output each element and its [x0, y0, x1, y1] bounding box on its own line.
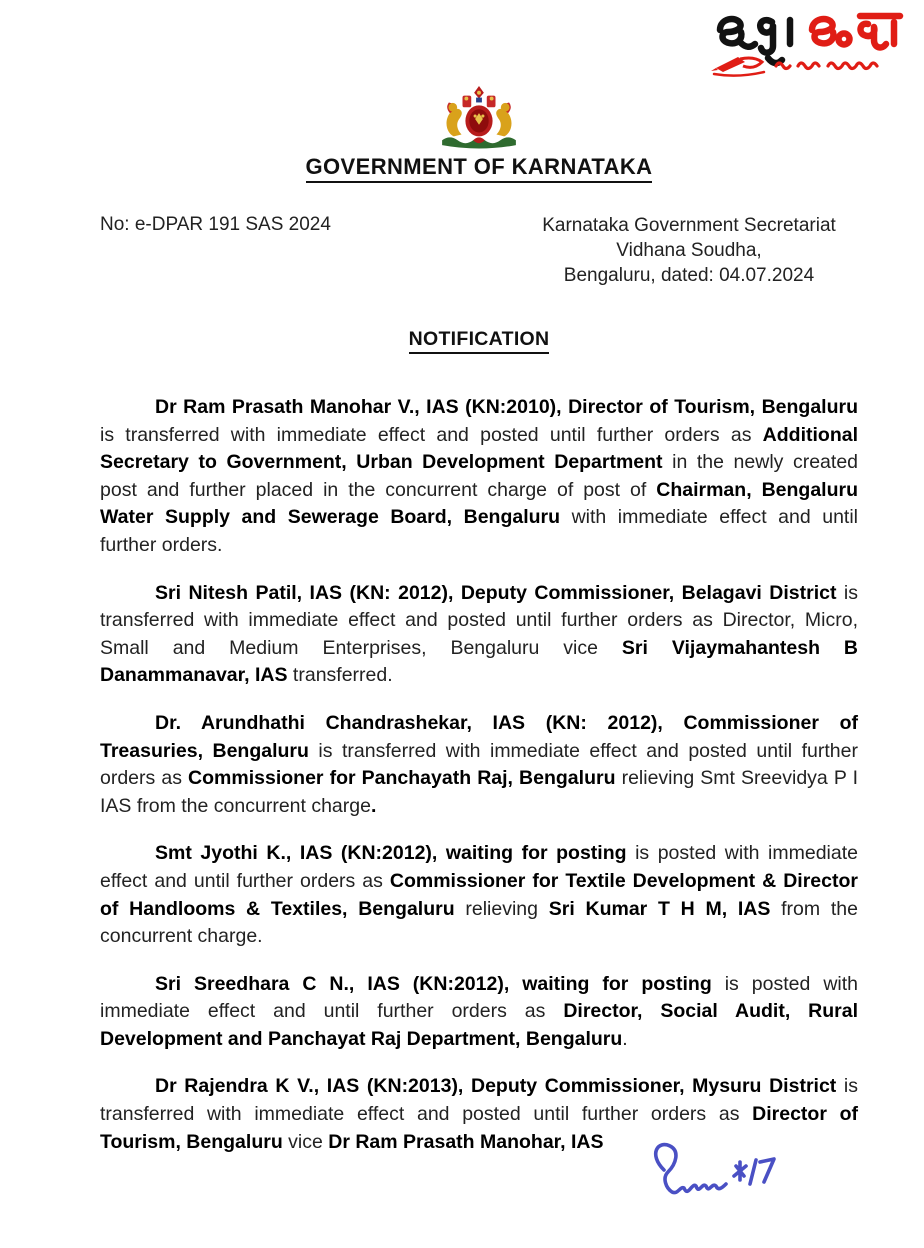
logo-word-red — [812, 16, 900, 47]
paragraph-transfer-2: Sri Nitesh Patil, IAS (KN: 2012), Deputy Commissioner, Belagavi District is transferred with immediate effect and posted until further orders as Director, Micro, Small and Medium Enterprises, Bengaluru vice Sri Vijaymahantesh B Danammanavar, IAS transferred. — [100, 581, 859, 687]
press-logo-suddi-sante — [710, 10, 908, 78]
notification-heading-wrap — [100, 328, 858, 354]
paragraph-transfer-4: Smt Jyothi K., IAS (KN:2012), waiting for posting is posted with immediate effect and until further orders as Commissioner for Textile Development & Director of Handlooms & Textiles, Bengaluru relieving Sri Kumar T H M, IAS from the concurrent charge. — [100, 842, 858, 948]
notification-heading: NOTIFICATION — [409, 328, 550, 354]
paragraph-transfer-3: Dr. Arundhathi Chandrashekar, IAS (KN: 2012), Commissioner of Treasuries, Bengaluru is transferred with immediate effect and posted until further orders as Commissioner for Panchayath Raj, Bengaluru relieving Smt Sreevidya P I IAS from the concurrent charge. — [100, 711, 859, 817]
secretariat-line: Vidhana Soudha, — [616, 240, 762, 261]
paragraph-transfer-5: Sri Sreedhara C N., IAS (KN:2012), waiting for posting is posted with immediate effect and until further orders as Director, Social Audit, Rural Development and Panchayat Raj Department, Bengaluru. — [100, 972, 859, 1050]
paragraph-transfer-6: Dr Rajendra K V., IAS (KN:2013), Deputy Commissioner, Mysuru District is transferred with immediate effect and posted until further orders as Director of Tourism, Bengaluru vice Dr Ram Prasath Manohar, IAS — [100, 1075, 859, 1153]
logo-tagline — [776, 63, 877, 69]
secretariat-line: Karnataka Government Secretariat — [542, 215, 836, 236]
notification-body — [100, 394, 858, 1156]
government-header — [100, 84, 858, 183]
paragraph-transfer-1: Dr Ram Prasath Manohar V., IAS (KN:2010), Director of Tourism, Bengaluru is transferred with immediate effect and posted until further orders as Additional Secretary to Government, Urban Development Department in the newly created post and further placed in the concurrent charge of post of Chairman, Bengaluru Water Supply and Sewerage Board, Bengaluru with immediate effect and until further orders. — [100, 396, 859, 556]
karnataka-emblem-icon — [432, 84, 526, 150]
reference-row — [100, 213, 858, 288]
page-title: GOVERNMENT OF KARNATAKA — [306, 154, 653, 183]
handwritten-signature — [638, 1136, 798, 1228]
reference-number: No: e-DPAR 191 SAS 2024 — [100, 214, 331, 235]
logo-word-black — [720, 19, 790, 63]
pen-icon — [711, 57, 764, 76]
secretariat-address — [524, 213, 854, 288]
secretariat-line: Bengaluru, dated: 04.07.2024 — [563, 265, 815, 286]
